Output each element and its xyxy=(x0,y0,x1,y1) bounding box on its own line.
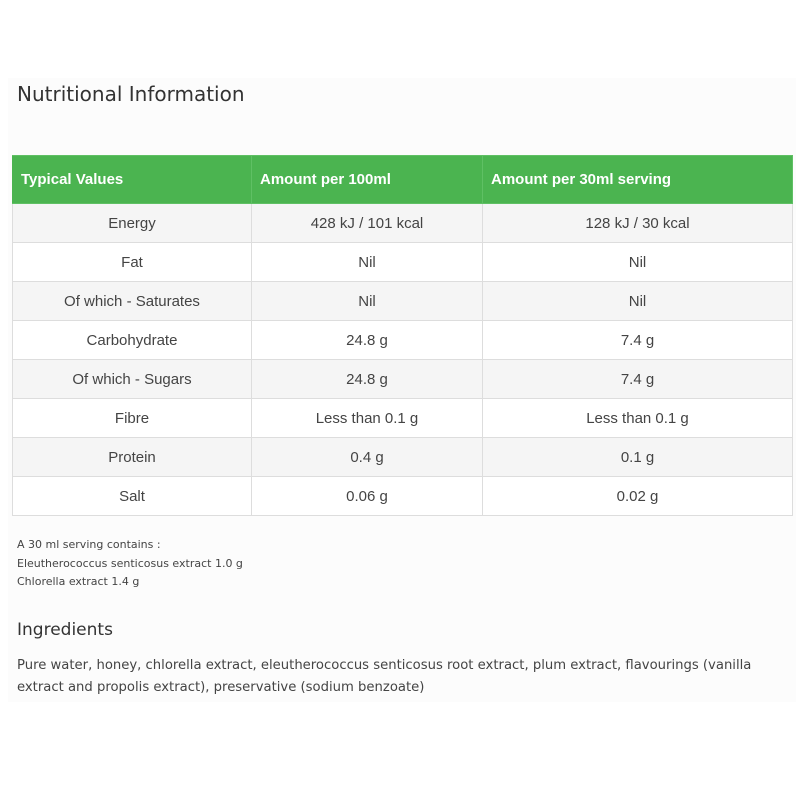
row-per-30ml: 128 kJ / 30 kcal xyxy=(483,204,793,243)
row-label: Carbohydrate xyxy=(13,321,252,360)
row-per-100ml: 0.06 g xyxy=(252,477,483,516)
table-row xyxy=(13,399,793,438)
header-per-30ml: Amount per 30ml serving xyxy=(483,156,793,204)
serving-note-line: A 30 ml serving contains : xyxy=(17,538,161,551)
serving-note-line: Eleutherococcus senticosus extract 1.0 g xyxy=(17,556,243,570)
nutrition-title: Nutritional Information xyxy=(17,82,245,106)
row-per-100ml: Nil xyxy=(252,243,483,282)
row-per-100ml: 428 kJ / 101 kcal xyxy=(252,204,483,243)
header-per-100ml: Amount per 100ml xyxy=(252,156,483,204)
ingredients-title: Ingredients xyxy=(17,620,113,640)
table-row xyxy=(13,282,793,321)
table-row xyxy=(13,438,793,477)
row-per-100ml: 0.4 g xyxy=(252,438,483,477)
row-per-100ml: 24.8 g xyxy=(252,321,483,360)
row-per-30ml: Nil xyxy=(483,243,793,282)
nutrition-table xyxy=(12,155,793,516)
row-per-100ml: Less than 0.1 g xyxy=(252,399,483,438)
header-typical-values: Typical Values xyxy=(13,156,252,204)
table-row xyxy=(13,321,793,360)
row-per-30ml: Nil xyxy=(483,282,793,321)
table-header-row xyxy=(13,156,793,204)
table-row xyxy=(13,204,793,243)
serving-note-line: Chlorella extract 1.4 g xyxy=(17,575,140,588)
ingredients-text: Pure water, honey, chlorella extract, eleutherococcus senticosus root extract, plum extract, flavourings (vanilla extract and propolis extract), preservative (sodium benzoate) xyxy=(17,658,752,695)
row-label: Fibre xyxy=(13,399,252,438)
row-label: Energy xyxy=(13,204,252,243)
row-label: Fat xyxy=(13,243,252,282)
table-row xyxy=(13,477,793,516)
row-label: Of which - Sugars xyxy=(13,360,252,399)
row-per-30ml: 0.1 g xyxy=(483,438,793,477)
row-label: Of which - Saturates xyxy=(13,282,252,321)
row-per-30ml: 7.4 g xyxy=(483,321,793,360)
row-label: Salt xyxy=(13,477,252,516)
row-per-30ml: Less than 0.1 g xyxy=(483,399,793,438)
row-per-30ml: 0.02 g xyxy=(483,477,793,516)
row-per-100ml: Nil xyxy=(252,282,483,321)
row-per-30ml: 7.4 g xyxy=(483,360,793,399)
table-row xyxy=(13,360,793,399)
row-label: Protein xyxy=(13,438,252,477)
serving-note xyxy=(17,536,243,592)
table-row xyxy=(13,243,793,282)
row-per-100ml: 24.8 g xyxy=(252,360,483,399)
